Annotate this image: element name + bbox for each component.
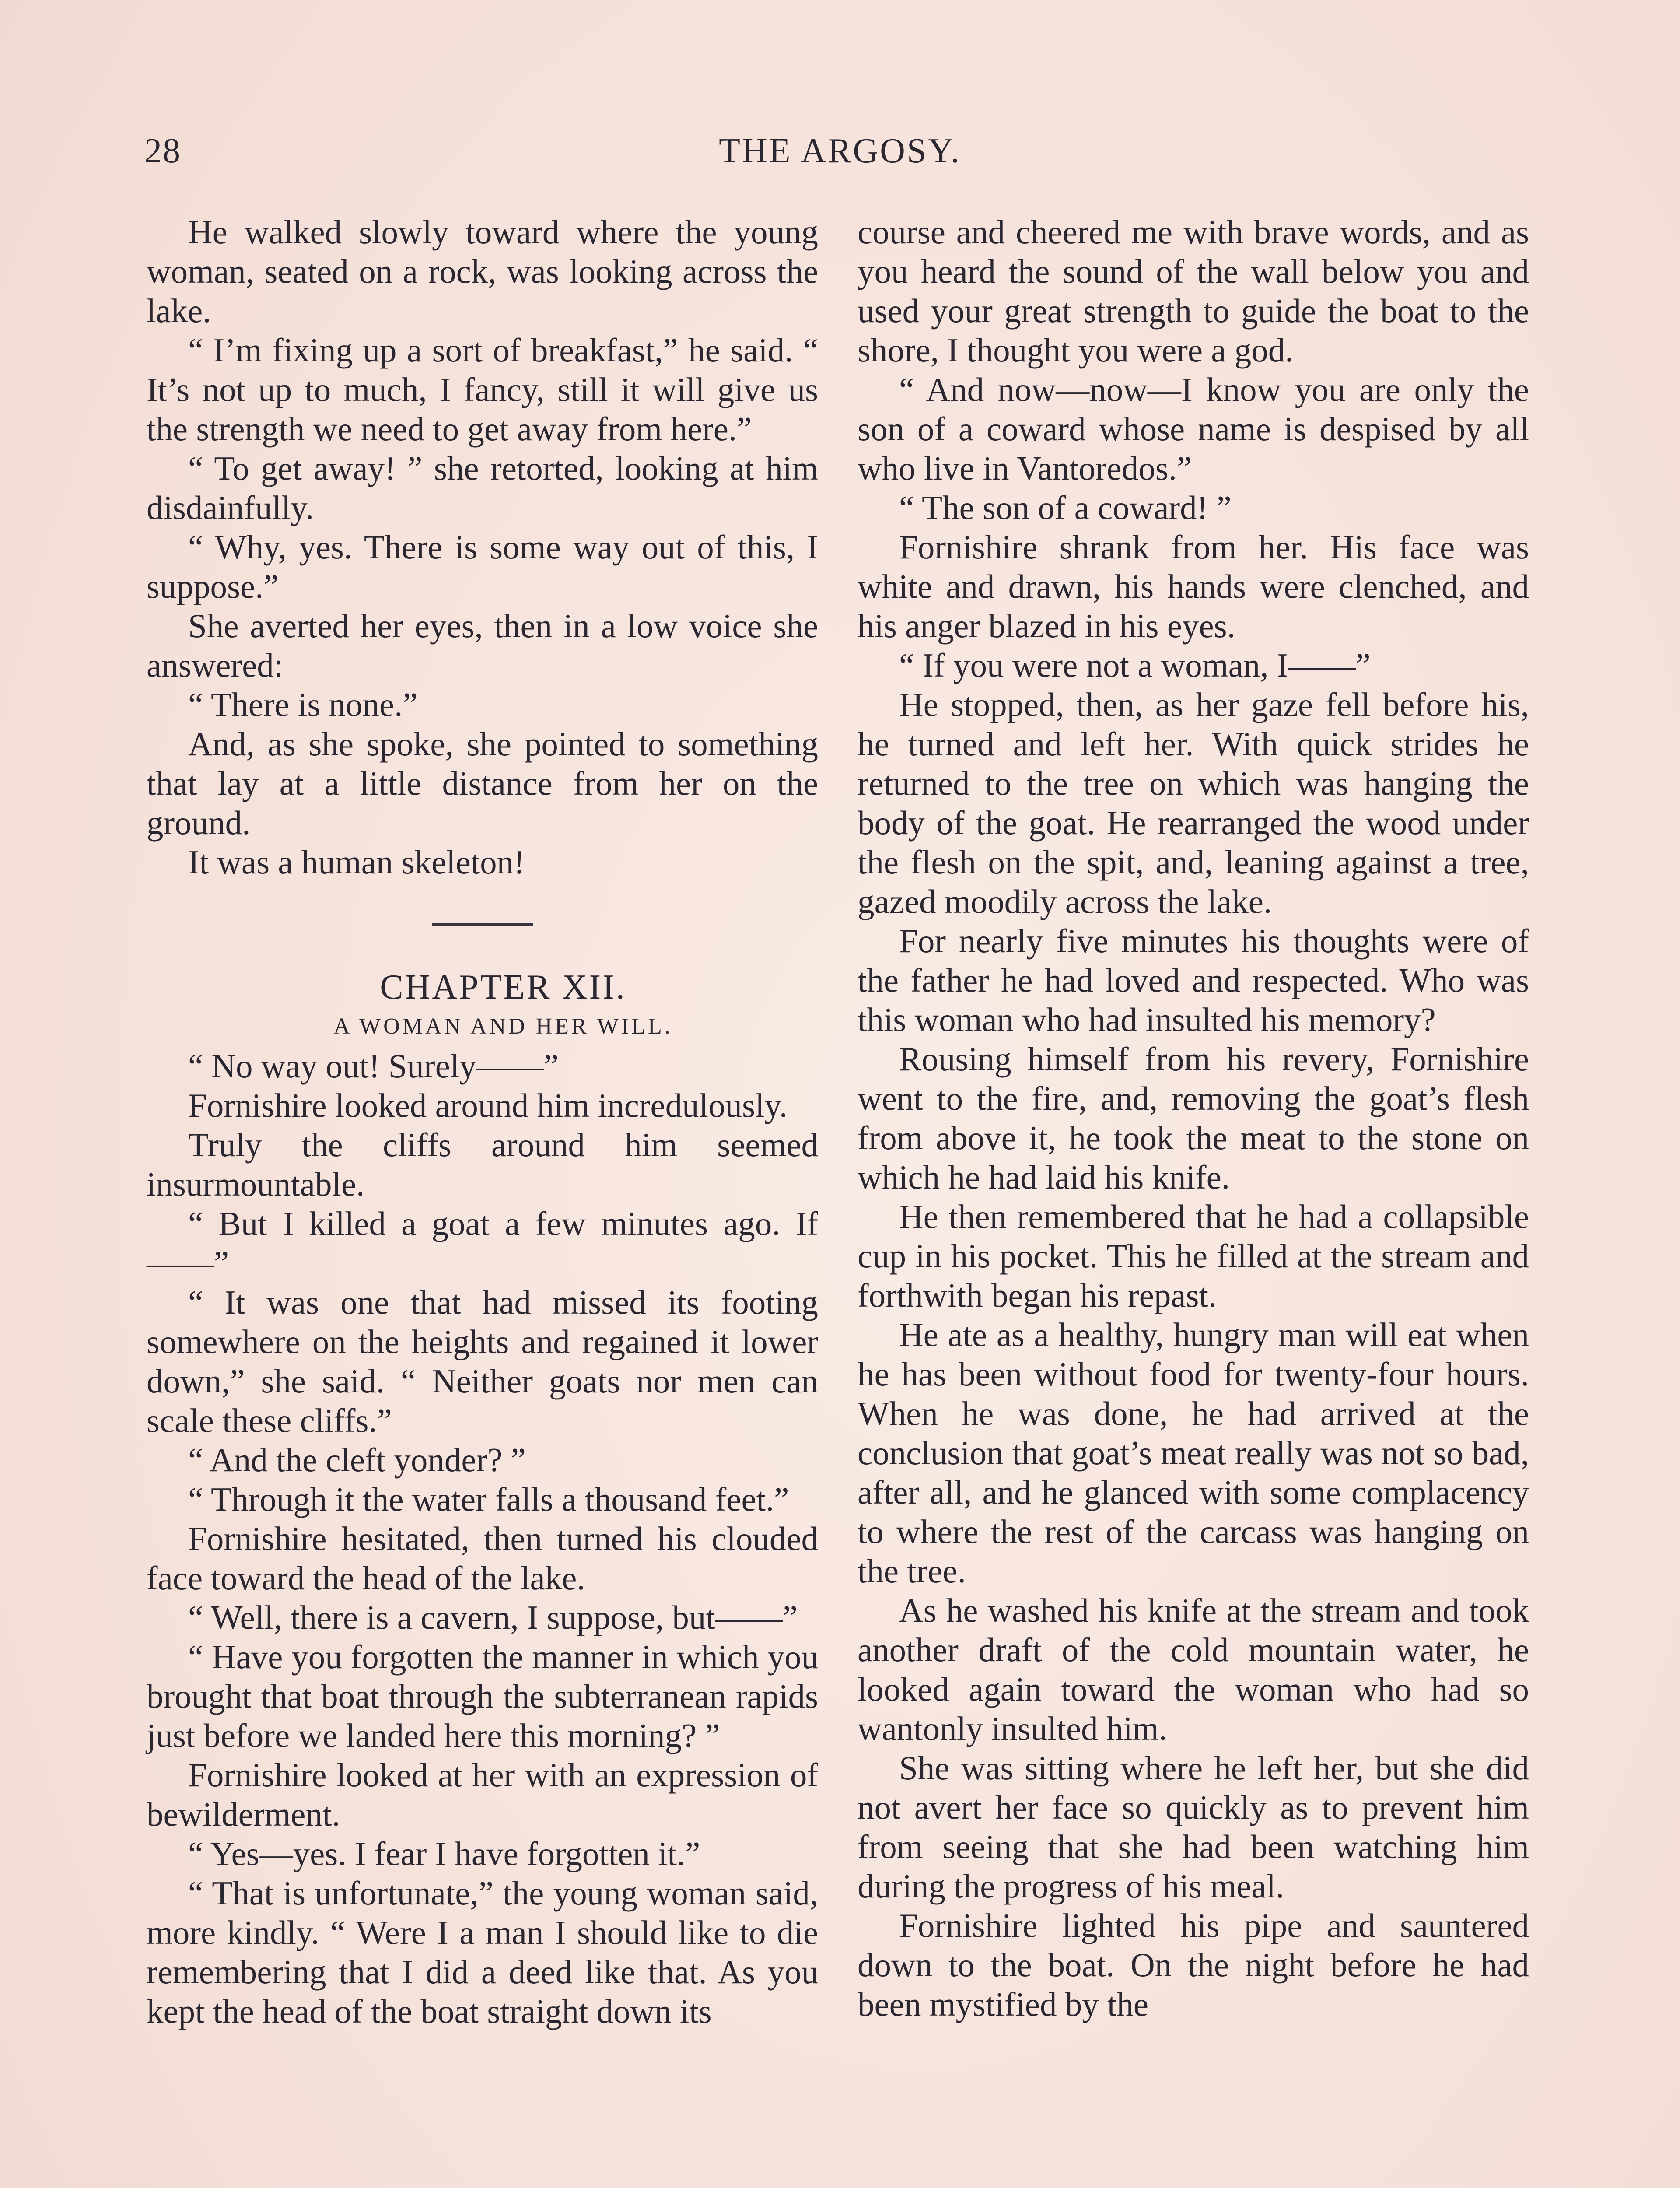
paragraph: Rousing himself from his revery, Fornishire went to the fire, and, removing the goat’s flesh from above it, he took the meat to the stone on which he had laid his knife.: [858, 1040, 1529, 1196]
paragraph: “ That is unfortunate,” the young woman said, more kindly. “ Were I a man I should like to die remembering that I did a deed like that. As you kept the head of the boat straight down its: [147, 1874, 818, 2030]
paragraph: Fornishire hesitated, then turned his clouded face toward the head of the lake.: [147, 1520, 818, 1597]
paragraph: “ And now—now—I know you are only the son of a coward whose name is despised by all who live in Vantoredos.”: [858, 371, 1529, 487]
left-paragraphs-before: [147, 212, 818, 882]
right-column: [858, 212, 1529, 2024]
paragraph: It was a human skeleton!: [188, 843, 525, 881]
paragraph: “ It was one that had missed its footing somewhere on the heights and regained it lower down,” she said. “ Neither goats nor men can scale these cliffs.”: [147, 1283, 818, 1439]
chapter-subtitle: A WOMAN AND HER WILL.: [333, 1014, 673, 1039]
paragraph: Fornishire shrank from her. His face was white and drawn, his hands were clenched, and his anger blazed in his eyes.: [858, 528, 1529, 645]
paragraph: “ There is none.”: [188, 686, 418, 723]
paragraph: “ Have you forgotten the manner in which you brought that boat through the subterranean rapids just before we landed here this morning? ”: [147, 1638, 818, 1754]
paragraph: As he washed his knife at the stream and took another draft of the cold mountain water, he looked again toward the woman who had so wantonly insulted him.: [858, 1592, 1529, 1747]
paragraph: And, as she spoke, she pointed to something that lay at a little distance from her on the ground.: [147, 725, 818, 842]
paragraph: She averted her eyes, then in a low voice she answered:: [147, 607, 818, 684]
paragraph: For nearly five minutes his thoughts were of the father he had loved and respected. Who was this woman who had insulted his memory?: [858, 922, 1529, 1038]
left-column: [147, 212, 818, 2031]
paragraph: Fornishire looked around him incredulously.: [188, 1087, 788, 1124]
continuation-paragraph: course and cheered me with brave words, and as you heard the sound of the wall below you and used your great strength to guide the boat to the shore, I thought you were a god.: [858, 213, 1529, 369]
paragraph: “ Why, yes. There is some way out of this, I suppose.”: [147, 528, 818, 605]
chapter-title: CHAPTER XII.: [380, 968, 626, 1006]
left-paragraphs-after: [147, 1046, 818, 2031]
page-header: [144, 131, 1536, 179]
page-number: 28: [144, 132, 181, 170]
section-break-rule: [432, 923, 533, 926]
paragraph: He stopped, then, as her gaze fell before his, he turned and left her. With quick strides he returned to the tree on which was hanging the body of the goat. He rearranged the wood under the flesh on the spit, and, leaning against a tree, gazed moodily across the lake.: [858, 686, 1529, 920]
paragraph: “ No way out! Surely——”: [188, 1047, 559, 1085]
paragraph: “ To get away! ” she retorted, looking at him disdainfully.: [147, 449, 818, 526]
paragraph: “ But I killed a goat a few minutes ago. If——”: [147, 1205, 818, 1282]
paragraph: “ Well, there is a cavern, I suppose, but——”: [188, 1599, 798, 1636]
paragraph: Truly the cliffs around him seemed insurmountable.: [147, 1126, 818, 1203]
paragraph: “ I’m fixing up a sort of breakfast,” he said. “ It’s not up to much, I fancy, still it will give us the strength we need to get away from here.”: [147, 331, 818, 448]
paragraph: “ Yes—yes. I fear I have forgotten it.”: [188, 1835, 700, 1872]
paragraph: “ If you were not a woman, I——”: [899, 646, 1371, 684]
paragraph: Fornishire looked at her with an expression of bewilderment.: [147, 1756, 818, 1833]
paragraph: She was sitting where he left her, but she did not avert her face so quickly as to prevent him from seeing that she had been watching him during the progress of his meal.: [858, 1749, 1529, 1905]
paragraph: “ The son of a coward! ”: [899, 489, 1232, 526]
paragraph: “ Through it the water falls a thousand feet.”: [188, 1480, 789, 1518]
running-head: THE ARGOSY.: [719, 132, 961, 170]
paragraph: “ And the cleft yonder? ”: [188, 1441, 526, 1479]
paragraph: Fornishire lighted his pipe and sauntered down to the boat. On the night before he had been mystified by the: [858, 1907, 1529, 2023]
paragraph: He ate as a healthy, hungry man will eat when he has been without food for twenty-four hours. When he was done, he had arrived at the conclusion that goat’s meat really was not so bad, after all, and he glanced with some complacency to where the rest of the carcass was hanging on the tree.: [858, 1316, 1529, 1590]
right-paragraphs: [858, 370, 1529, 2024]
paragraph: He walked slowly toward where the young woman, seated on a rock, was looking across the lake.: [147, 213, 818, 330]
paragraph: He then remembered that he had a collapsible cup in his pocket. This he filled at the stream and forthwith began his repast.: [858, 1198, 1529, 1314]
